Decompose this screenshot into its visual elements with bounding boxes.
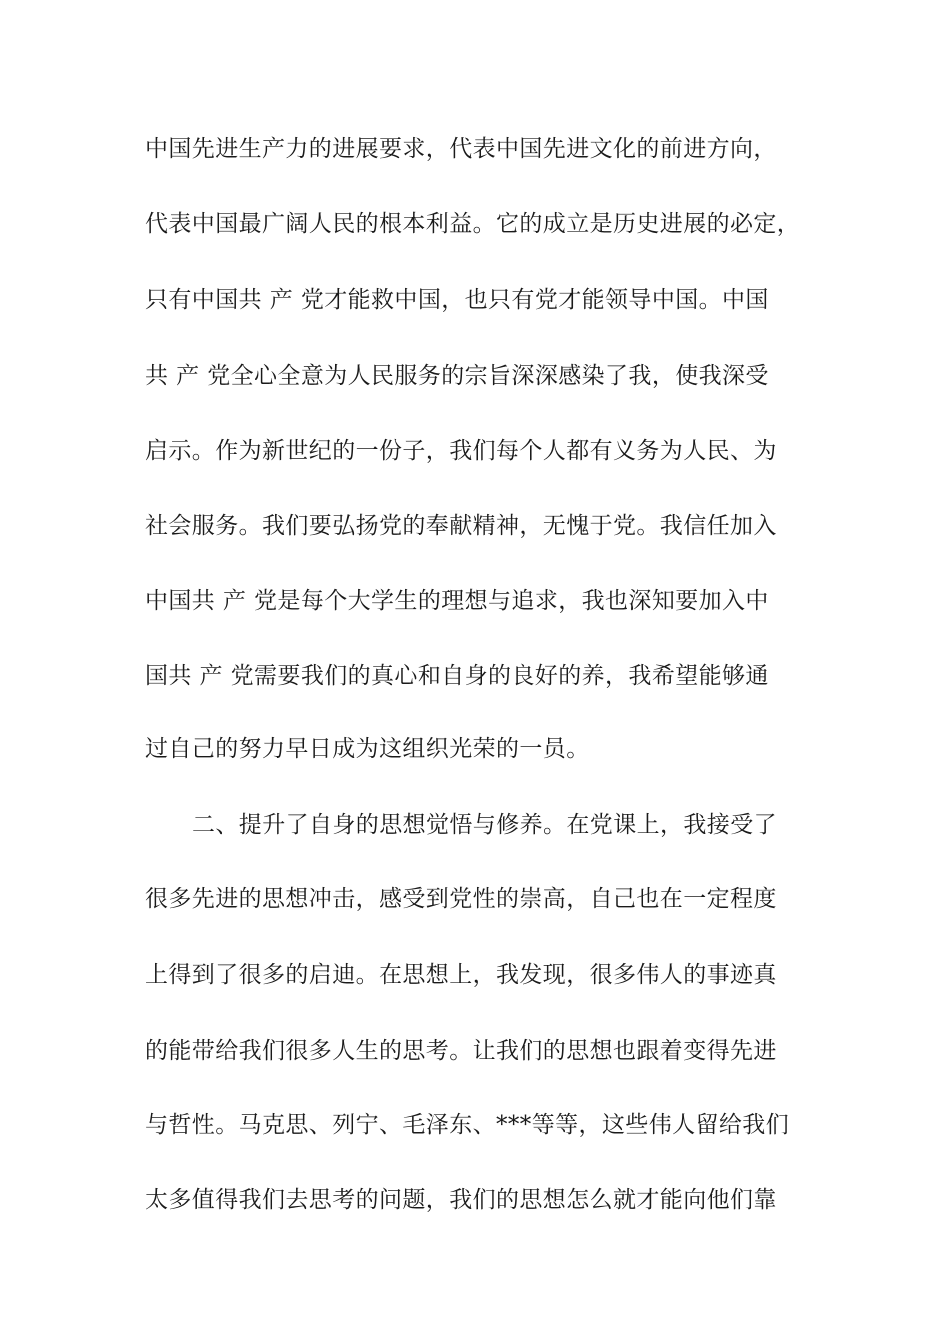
text-line: 中国先进生产力的进展要求，代表中国先进文化的前进方向， xyxy=(145,136,777,162)
text-line: 社会服务。我们要弘扬党的奉献精神，无愧于党。我信任加入 xyxy=(145,513,777,539)
text-line: 过自己的努力早日成为这组织光荣的一员。 xyxy=(145,736,590,762)
paragraph-start-line: 二、提升了自身的思想觉悟与修养。在党课上，我接受了 xyxy=(192,812,777,838)
text-line: 太多值得我们去思考的问题，我们的思想怎么就才能向他们靠 xyxy=(145,1187,777,1213)
text-line: 共 产 党全心全意为人民服务的宗旨深深感染了我，使我深受 xyxy=(145,363,769,389)
text-line: 代表中国最广阔人民的根本利益。它的成立是历史进展的必定， xyxy=(145,211,801,237)
text-line: 很多先进的思想冲击，感受到党性的崇高，自己也在一定程度 xyxy=(145,886,777,912)
text-line: 中国共 产 党是每个大学生的理想与追求，我也深知要加入中 xyxy=(145,588,769,614)
text-line: 国共 产 党需要我们的真心和自身的良好的养，我希望能够通 xyxy=(145,663,769,689)
text-line: 只有中国共 产 党才能救中国，也只有党才能领导中国。中国 xyxy=(145,287,769,313)
text-line: 与哲性。马克思、列宁、毛泽东、***等等，这些伟人留给我们 xyxy=(145,1112,790,1138)
text-line: 启示。作为新世纪的一份子，我们每个人都有义务为人民、为 xyxy=(145,438,777,464)
text-line: 上得到了很多的启迪。在思想上，我发现，很多伟人的事迹真 xyxy=(145,962,777,988)
text-line: 的能带给我们很多人生的思考。让我们的思想也跟着变得先进 xyxy=(145,1038,777,1064)
